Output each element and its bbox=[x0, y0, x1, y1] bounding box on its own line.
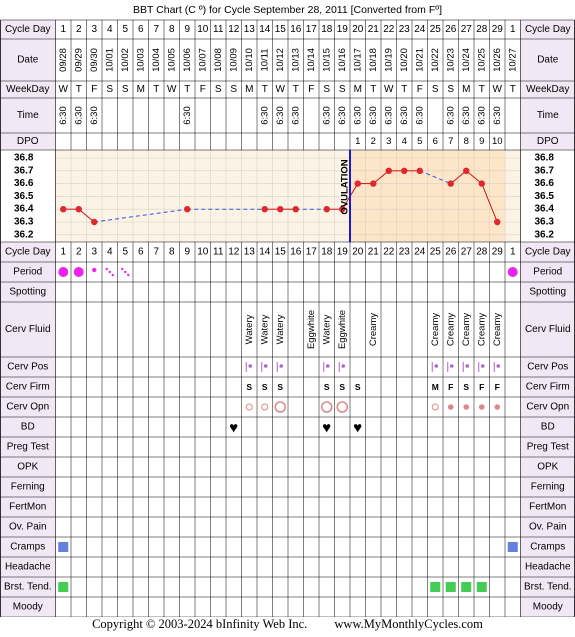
date-cell: 10/12 bbox=[274, 48, 286, 72]
y-tick-left: 36.5 bbox=[14, 190, 34, 202]
time-cell: 6:30 bbox=[460, 106, 472, 125]
cycle-day-cell: 1 bbox=[509, 24, 516, 35]
time-cell: 6:30 bbox=[491, 106, 503, 125]
row-label-right-cramps: Cramps bbox=[530, 541, 566, 553]
weekday-cell: W bbox=[58, 84, 68, 95]
weekday-cell: M bbox=[136, 84, 145, 95]
breast-tenderness-marker bbox=[477, 582, 487, 592]
cycle-day-cell-bottom: 2 bbox=[75, 246, 82, 258]
row-label-opk: OPK bbox=[17, 461, 39, 473]
copyright-text: Copyright © 2003-2024 bInfinity Web Inc. bbox=[92, 617, 308, 631]
date-cell: 10/20 bbox=[398, 48, 410, 72]
weekday-cell: S bbox=[431, 84, 439, 95]
cerv-firm-cell: S bbox=[277, 382, 284, 392]
cerv-opn-dot bbox=[448, 404, 454, 410]
row-label-right-bd: BD bbox=[540, 421, 555, 433]
cycle-day-cell: 4 bbox=[106, 24, 113, 35]
cycle-day-cell-bottom: 3 bbox=[91, 246, 98, 258]
cerv-pos-dot bbox=[450, 364, 454, 368]
period-spot bbox=[109, 271, 111, 273]
row-label-cycle_day: Cycle Day bbox=[4, 246, 51, 258]
cycle-day-cell: 11 bbox=[213, 24, 224, 35]
cycle-day-cell: 18 bbox=[321, 24, 333, 35]
temp-point bbox=[355, 180, 361, 186]
period-heavy bbox=[58, 267, 68, 277]
time-cell: 6:30 bbox=[398, 106, 410, 125]
cramps-marker bbox=[58, 542, 68, 552]
row-label-ov_pain: Ov. Pain bbox=[8, 521, 47, 533]
row-label-right-weekday: WeekDay bbox=[526, 84, 570, 95]
dpo-cell: 8 bbox=[463, 136, 469, 147]
row-label-spotting: Spotting bbox=[9, 286, 47, 298]
row-label-right-preg_test: Preg Test bbox=[526, 441, 569, 453]
y-tick-right: 36.8 bbox=[534, 152, 554, 164]
dpo-cell: 2 bbox=[370, 136, 376, 147]
weekday-cell: F bbox=[308, 84, 315, 95]
cycle-day-cell: 2 bbox=[75, 24, 82, 35]
cycle-day-cell-bottom: 28 bbox=[476, 246, 488, 258]
weekday-cell: S bbox=[230, 84, 238, 95]
cycle-day-cell: 29 bbox=[491, 24, 503, 35]
cerv-pos-dot bbox=[341, 364, 345, 368]
date-cell: 10/01 bbox=[104, 48, 116, 72]
row-label-right-opk: OPK bbox=[537, 461, 559, 473]
date-cell: 09/30 bbox=[88, 48, 100, 72]
ovulation-label: OVULATION bbox=[339, 159, 351, 215]
date-cell: 10/19 bbox=[383, 48, 395, 72]
temp-point bbox=[184, 206, 190, 212]
temp-point bbox=[479, 180, 485, 186]
row-label-ferning: Ferning bbox=[10, 481, 45, 493]
row-label-preg_test: Preg Test bbox=[6, 441, 49, 453]
cerv-fluid-cell: Watery bbox=[321, 314, 333, 345]
dpo-cell: 1 bbox=[355, 136, 361, 147]
bd-heart: ♥ bbox=[322, 419, 332, 437]
cerv-opn-small bbox=[262, 404, 268, 410]
row-label-bd: BD bbox=[20, 421, 35, 433]
cycle-day-cell-bottom: 17 bbox=[305, 246, 317, 258]
weekday-cell: S bbox=[447, 84, 455, 95]
cycle-day-cell: 8 bbox=[168, 24, 175, 35]
weekday-cell: F bbox=[199, 84, 206, 95]
row-label-right-cycle_day: Cycle Day bbox=[524, 246, 571, 258]
row-label-right-ferning: Ferning bbox=[530, 481, 565, 493]
breast-tenderness-marker bbox=[446, 582, 456, 592]
weekday-cell: S bbox=[214, 84, 222, 95]
row-label-dpo: DPO bbox=[16, 136, 39, 147]
time-cell: 6:30 bbox=[181, 106, 193, 125]
period-spot bbox=[124, 271, 126, 273]
cerv-opn-small bbox=[432, 404, 438, 410]
date-cell: 10/09 bbox=[228, 48, 240, 72]
date-cell: 10/22 bbox=[429, 48, 441, 72]
weekday-cell: F bbox=[416, 84, 423, 95]
weekday-cell: T bbox=[261, 84, 268, 95]
dpo-cell: 9 bbox=[479, 136, 485, 147]
weekday-cell: T bbox=[370, 84, 377, 95]
cerv-pos-dot bbox=[279, 364, 283, 368]
cycle-day-cell-bottom: 1 bbox=[60, 246, 67, 258]
cycle-day-cell-bottom: 11 bbox=[213, 246, 224, 258]
cerv-pos-dot bbox=[434, 364, 438, 368]
cerv-firm-cell: S bbox=[261, 382, 268, 392]
cycle-day-cell: 21 bbox=[367, 24, 379, 35]
cerv-firm-cell: S bbox=[463, 382, 470, 392]
row-label-right-time: Time bbox=[536, 110, 559, 121]
row-label-right-cerv_pos: Cerv Pos bbox=[527, 361, 569, 373]
cycle-day-cell: 15 bbox=[274, 24, 286, 35]
cerv-firm-cell: S bbox=[323, 382, 330, 392]
cycle-day-cell-bottom: 13 bbox=[243, 246, 255, 258]
date-cell: 10/14 bbox=[305, 48, 317, 72]
weekday-cell: T bbox=[75, 84, 82, 95]
row-label-right-period: Period bbox=[533, 266, 563, 278]
time-cell: 6:30 bbox=[73, 106, 85, 125]
date-cell: 10/25 bbox=[476, 48, 488, 72]
time-cell: 6:30 bbox=[88, 106, 100, 125]
cycle-day-cell: 13 bbox=[243, 24, 255, 35]
time-cell: 6:30 bbox=[274, 106, 286, 125]
temp-point bbox=[494, 219, 500, 225]
weekday-cell: T bbox=[292, 84, 299, 95]
cycle-day-cell: 3 bbox=[91, 24, 98, 35]
temp-point bbox=[60, 206, 66, 212]
cerv-firm-cell: S bbox=[354, 382, 361, 392]
cycle-day-cell-bottom: 15 bbox=[274, 246, 286, 258]
time-cell: 6:30 bbox=[321, 106, 333, 125]
site-link[interactable]: www.MyMonthlyCycles.com bbox=[334, 617, 483, 631]
row-label-right-moody: Moody bbox=[532, 601, 563, 613]
cycle-day-cell-bottom: 7 bbox=[153, 246, 160, 258]
cerv-firm-cell: F bbox=[479, 382, 485, 392]
cycle-day-cell: 9 bbox=[184, 24, 191, 35]
row-label-right-spotting: Spotting bbox=[529, 286, 567, 298]
row-label-headache: Headache bbox=[4, 561, 51, 573]
cerv-firm-cell: F bbox=[494, 382, 500, 392]
weekday-cell: T bbox=[401, 84, 408, 95]
cycle-day-cell-bottom: 18 bbox=[321, 246, 333, 258]
cycle-day-cell: 19 bbox=[336, 24, 348, 35]
y-tick-right: 36.7 bbox=[534, 165, 554, 177]
cerv-fluid-cell: Eggwhite bbox=[336, 309, 348, 350]
cerv-opn-small bbox=[246, 404, 252, 410]
period-light bbox=[92, 268, 96, 272]
cycle-day-cell: 27 bbox=[460, 24, 472, 35]
weekday-cell: M bbox=[462, 84, 471, 95]
cerv-pos-dot bbox=[326, 364, 330, 368]
chart-title: BBT Chart (C º) for Cycle September 28, 2011 [Converted from Fº] bbox=[133, 4, 442, 16]
breast-tenderness-marker bbox=[430, 582, 440, 592]
weekday-cell: T bbox=[153, 84, 160, 95]
dpo-cell: 6 bbox=[432, 136, 438, 147]
cerv-fluid-cell: Creamy bbox=[460, 312, 472, 347]
temp-point bbox=[262, 206, 268, 212]
date-cell: 10/11 bbox=[259, 48, 271, 72]
cerv-firm-cell: M bbox=[431, 382, 439, 392]
row-label-right-date: Date bbox=[537, 54, 559, 66]
cycle-day-cell-bottom: 14 bbox=[259, 246, 271, 258]
date-cell: 09/28 bbox=[57, 48, 69, 72]
date-cell: 10/21 bbox=[414, 48, 426, 72]
cerv-fluid-cell: Watery bbox=[259, 314, 271, 345]
time-cell: 6:30 bbox=[352, 106, 364, 125]
cycle-day-cell: 22 bbox=[383, 24, 395, 35]
row-label-right-fertmon: FertMon bbox=[529, 501, 567, 513]
row-label-right-cerv_opn: Cerv Opn bbox=[526, 401, 570, 413]
row-label-cycle_day: Cycle Day bbox=[4, 24, 51, 35]
date-cell: 10/04 bbox=[150, 48, 162, 72]
time-cell: 6:30 bbox=[290, 106, 302, 125]
cycle-day-cell: 6 bbox=[137, 24, 144, 35]
cycle-day-cell-bottom: 26 bbox=[445, 246, 457, 258]
weekday-cell: M bbox=[245, 84, 254, 95]
row-label-period: Period bbox=[13, 266, 43, 278]
cycle-day-cell-bottom: 4 bbox=[106, 246, 113, 258]
row-label-cerv_fluid: Cerv Fluid bbox=[4, 324, 51, 335]
period-heavy bbox=[508, 267, 518, 277]
weekday-cell: W bbox=[167, 84, 177, 95]
cerv-pos-dot bbox=[496, 364, 500, 368]
cerv-firm-cell: F bbox=[448, 382, 454, 392]
cycle-day-cell: 14 bbox=[259, 24, 271, 35]
weekday-cell: F bbox=[91, 84, 98, 95]
row-label-cramps: Cramps bbox=[10, 541, 46, 553]
cycle-day-cell-bottom: 24 bbox=[414, 246, 426, 258]
weekday-cell: W bbox=[275, 84, 285, 95]
cycle-day-cell: 17 bbox=[305, 24, 317, 35]
row-label-cerv_opn: Cerv Opn bbox=[6, 401, 50, 413]
cerv-firm-cell: S bbox=[339, 382, 346, 392]
row-label-right-cerv_firm: Cerv Firm bbox=[525, 381, 570, 393]
y-tick-left: 36.6 bbox=[14, 178, 34, 190]
cerv-opn-dot bbox=[463, 404, 469, 410]
y-tick-left: 36.3 bbox=[14, 216, 34, 228]
time-cell: 6:30 bbox=[414, 106, 426, 125]
cycle-day-cell-bottom: 19 bbox=[336, 246, 348, 258]
cycle-day-cell-bottom: 10 bbox=[197, 246, 209, 258]
y-tick-right: 36.5 bbox=[534, 190, 554, 202]
cycle-day-cell-bottom: 22 bbox=[383, 246, 395, 258]
date-cell: 10/03 bbox=[135, 48, 147, 72]
cycle-day-cell-bottom: 27 bbox=[460, 246, 472, 258]
temp-point bbox=[277, 206, 283, 212]
cerv-firm-cell: S bbox=[246, 382, 253, 392]
dpo-cell: 3 bbox=[386, 136, 392, 147]
dpo-cell: 5 bbox=[417, 136, 423, 147]
row-label-right-dpo: DPO bbox=[536, 136, 559, 147]
temp-point bbox=[76, 206, 82, 212]
cerv-fluid-cell: Creamy bbox=[491, 312, 503, 347]
cerv-opn-large bbox=[275, 402, 285, 412]
cycle-day-cell: 5 bbox=[122, 24, 129, 35]
cycle-day-cell-bottom: 29 bbox=[491, 246, 503, 258]
breast-tenderness-marker bbox=[461, 582, 471, 592]
row-label-cerv_firm: Cerv Firm bbox=[5, 381, 50, 393]
cycle-day-cell: 25 bbox=[429, 24, 441, 35]
dpo-cell: 7 bbox=[448, 136, 454, 147]
temp-point bbox=[448, 180, 454, 186]
temp-point bbox=[463, 168, 469, 174]
cerv-pos-dot bbox=[248, 364, 252, 368]
time-cell: 6:30 bbox=[336, 106, 348, 125]
row-label-right-brst_tend: Brst. Tend. bbox=[523, 581, 572, 593]
weekday-cell: T bbox=[478, 84, 485, 95]
weekday-cell: S bbox=[338, 84, 346, 95]
cycle-day-cell-bottom: 5 bbox=[122, 246, 129, 258]
cycle-day-cell-bottom: 1 bbox=[509, 246, 516, 258]
cycle-day-cell-bottom: 25 bbox=[429, 246, 441, 258]
date-cell: 10/06 bbox=[181, 48, 193, 72]
cycle-day-cell: 24 bbox=[414, 24, 426, 35]
y-tick-left: 36.7 bbox=[14, 165, 34, 177]
date-cell: 10/27 bbox=[507, 48, 519, 72]
cycle-day-cell: 10 bbox=[197, 24, 209, 35]
cerv-fluid-cell: Creamy bbox=[367, 312, 379, 347]
row-label-weekday: WeekDay bbox=[6, 84, 50, 95]
row-label-date: Date bbox=[17, 54, 39, 66]
temp-point bbox=[401, 168, 407, 174]
period-spot bbox=[121, 268, 123, 270]
weekday-cell: M bbox=[353, 84, 362, 95]
cycle-day-cell: 28 bbox=[476, 24, 488, 35]
temp-point bbox=[91, 219, 97, 225]
cycle-day-cell-bottom: 12 bbox=[228, 246, 240, 258]
cerv-fluid-cell: Watery bbox=[274, 314, 286, 345]
cycle-day-cell-bottom: 21 bbox=[367, 246, 379, 258]
row-label-right-ov_pain: Ov. Pain bbox=[528, 521, 567, 533]
y-tick-left: 36.4 bbox=[14, 203, 34, 215]
dpo-cell: 10 bbox=[491, 136, 503, 147]
time-cell: 6:30 bbox=[259, 106, 271, 125]
date-cell: 10/23 bbox=[445, 48, 457, 72]
cerv-pos-dot bbox=[465, 364, 469, 368]
date-cell: 10/24 bbox=[460, 48, 472, 72]
temp-point bbox=[293, 206, 299, 212]
y-tick-right: 36.4 bbox=[534, 203, 554, 215]
row-label-fertmon: FertMon bbox=[9, 501, 47, 513]
row-label-right-headache: Headache bbox=[524, 561, 571, 573]
row-label-brst_tend: Brst. Tend. bbox=[3, 581, 52, 593]
row-label-right-cycle_day: Cycle Day bbox=[524, 24, 571, 35]
date-cell: 10/07 bbox=[197, 48, 209, 72]
weekday-cell: T bbox=[509, 84, 516, 95]
cycle-day-cell: 23 bbox=[398, 24, 410, 35]
time-cell: 6:30 bbox=[445, 106, 457, 125]
cerv-pos-dot bbox=[481, 364, 485, 368]
cerv-opn-dot bbox=[479, 404, 485, 410]
row-label-cerv_pos: Cerv Pos bbox=[7, 361, 49, 373]
breast-tenderness-marker bbox=[58, 582, 68, 592]
cerv-pos-dot bbox=[264, 364, 268, 368]
cerv-opn-dot bbox=[494, 404, 500, 410]
y-tick-right: 36.3 bbox=[534, 216, 554, 228]
cycle-day-cell-bottom: 9 bbox=[184, 246, 191, 258]
cerv-fluid-cell: Creamy bbox=[445, 312, 457, 347]
cramps-marker bbox=[508, 542, 518, 552]
date-cell: 10/16 bbox=[336, 48, 348, 72]
cerv-fluid-cell: Creamy bbox=[476, 312, 488, 347]
cerv-opn-large bbox=[337, 402, 347, 412]
date-cell: 09/29 bbox=[73, 48, 85, 72]
date-cell: 10/18 bbox=[367, 48, 379, 72]
time-cell: 6:30 bbox=[57, 106, 69, 125]
period-spot bbox=[106, 268, 108, 270]
date-cell: 10/26 bbox=[491, 48, 503, 72]
weekday-cell: T bbox=[184, 84, 191, 95]
date-cell: 10/13 bbox=[290, 48, 302, 72]
cycle-day-cell-bottom: 16 bbox=[290, 246, 302, 258]
cycle-day-cell-bottom: 20 bbox=[352, 246, 364, 258]
cycle-day-cell: 16 bbox=[290, 24, 302, 35]
bd-heart: ♥ bbox=[353, 419, 363, 437]
cycle-day-cell: 7 bbox=[153, 24, 160, 35]
date-cell: 10/08 bbox=[212, 48, 224, 72]
time-cell: 6:30 bbox=[476, 106, 488, 125]
temp-point bbox=[386, 168, 392, 174]
cycle-day-cell: 26 bbox=[445, 24, 457, 35]
date-cell: 10/15 bbox=[321, 48, 333, 72]
cycle-day-cell: 1 bbox=[60, 24, 67, 35]
date-cell: 10/02 bbox=[119, 48, 131, 72]
date-cell: 10/10 bbox=[243, 48, 255, 72]
cerv-opn-large bbox=[322, 402, 332, 412]
cycle-day-cell: 20 bbox=[352, 24, 364, 35]
weekday-cell: S bbox=[121, 84, 129, 95]
date-cell: 10/05 bbox=[166, 48, 178, 72]
cerv-fluid-cell: Watery bbox=[243, 314, 255, 345]
temp-point bbox=[324, 206, 330, 212]
cerv-fluid-cell: Eggwhite bbox=[305, 309, 317, 350]
temp-point bbox=[417, 168, 423, 174]
time-cell: 6:30 bbox=[383, 106, 395, 125]
period-heavy bbox=[74, 267, 84, 277]
row-label-moody: Moody bbox=[12, 601, 43, 613]
temp-point bbox=[370, 180, 376, 186]
time-cell: 6:30 bbox=[367, 106, 379, 125]
weekday-cell: W bbox=[492, 84, 502, 95]
weekday-cell: S bbox=[106, 84, 114, 95]
weekday-cell: W bbox=[384, 84, 394, 95]
period-spot bbox=[112, 274, 114, 276]
date-cell: 10/17 bbox=[352, 48, 364, 72]
weekday-cell: S bbox=[323, 84, 331, 95]
y-tick-left: 36.8 bbox=[14, 152, 34, 164]
period-spot bbox=[127, 274, 129, 276]
y-tick-right: 36.6 bbox=[534, 178, 554, 190]
cycle-day-cell-bottom: 23 bbox=[398, 246, 410, 258]
row-label-time: Time bbox=[16, 110, 39, 121]
row-label-right-cerv_fluid: Cerv Fluid bbox=[524, 324, 571, 335]
cerv-fluid-cell: Creamy bbox=[429, 312, 441, 347]
y-tick-right: 36.2 bbox=[534, 229, 554, 241]
bd-heart: ♥ bbox=[229, 419, 239, 437]
footer bbox=[0, 617, 575, 632]
cycle-day-cell-bottom: 6 bbox=[137, 246, 144, 258]
dpo-cell: 4 bbox=[401, 136, 407, 147]
y-tick-left: 36.2 bbox=[14, 229, 34, 241]
cycle-day-cell: 12 bbox=[228, 24, 240, 35]
cycle-day-cell-bottom: 8 bbox=[168, 246, 175, 258]
